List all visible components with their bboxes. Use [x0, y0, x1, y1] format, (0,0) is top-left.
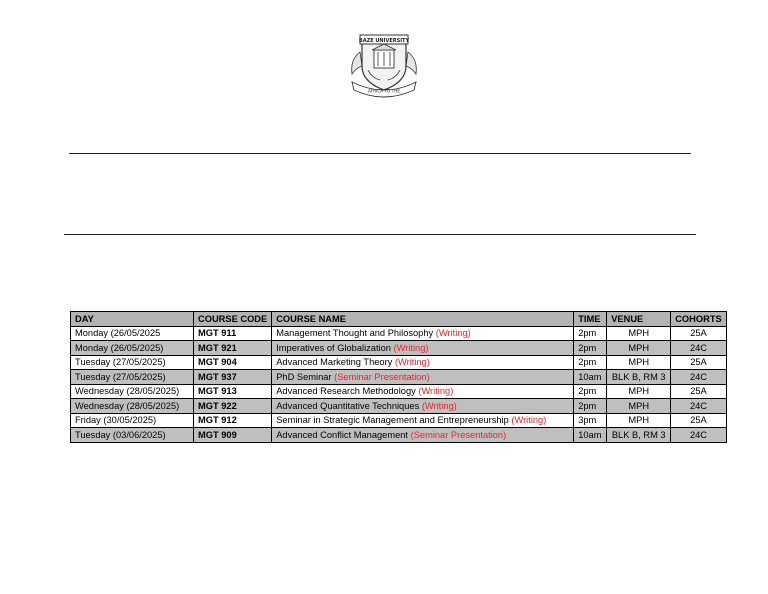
cell-cohort: 24C: [671, 341, 727, 356]
cell-course-name: [272, 399, 574, 414]
course-name-text: Advanced Quantitative Techniques: [276, 400, 420, 411]
cell-time: 2pm: [574, 326, 607, 341]
assessment-type: (Writing): [393, 342, 429, 353]
cell-course-name: [272, 355, 574, 370]
course-name-text: Advanced Conflict Management: [276, 429, 409, 440]
cell-venue: MPH: [607, 384, 671, 399]
cell-time: 2pm: [574, 399, 607, 414]
cell-cohort: 25A: [671, 355, 727, 370]
cell-cohort: 25A: [671, 384, 727, 399]
cell-time: 10am: [574, 370, 607, 385]
table-row: [71, 384, 727, 399]
course-name-text: Seminar in Strategic Management and Entrepreneurship: [276, 415, 509, 426]
course-name-text: Imperatives of Globalization: [276, 342, 391, 353]
signature-line-2: [64, 234, 696, 235]
header-time: TIME: [574, 312, 607, 327]
cell-course-name: [272, 384, 574, 399]
cell-course-name: [272, 413, 574, 428]
cell-day: Tuesday (03/06/2025): [71, 428, 194, 443]
cell-time: 2pm: [574, 341, 607, 356]
cell-time: 3pm: [574, 413, 607, 428]
course-name-text: Advanced Marketing Theory: [276, 357, 393, 368]
cell-cohort: 24C: [671, 428, 727, 443]
cell-day: Tuesday (27/05/2025): [71, 355, 194, 370]
cell-course-name: [272, 341, 574, 356]
cell-day: Tuesday (27/05/2025): [71, 370, 194, 385]
cell-course-code: MGT 922: [194, 399, 272, 414]
course-name-text: Management Thought and Philosophy: [276, 328, 434, 339]
table-row: [71, 413, 727, 428]
header-course-code: COURSE CODE: [194, 312, 272, 327]
cell-course-name: [272, 370, 574, 385]
course-name-text: PhD Seminar: [276, 371, 332, 382]
assessment-type: (Writing): [435, 328, 471, 339]
assessment-type: (Writing): [394, 357, 430, 368]
cell-time: 2pm: [574, 384, 607, 399]
cell-course-name: [272, 326, 574, 341]
assessment-type: (Seminar Presentation): [410, 429, 507, 440]
cell-venue: BLK B, RM 3: [607, 428, 671, 443]
table-row: [71, 399, 727, 414]
cell-day: Wednesday (28/05/2025): [71, 399, 194, 414]
cell-venue: MPH: [607, 341, 671, 356]
cell-course-code: MGT 921: [194, 341, 272, 356]
svg-text:BAZE UNIVERSITY: BAZE UNIVERSITY: [358, 37, 410, 44]
cell-venue: MPH: [607, 326, 671, 341]
cell-venue: BLK B, RM 3: [607, 370, 671, 385]
cell-cohort: 24C: [671, 370, 727, 385]
cell-time: 10am: [574, 428, 607, 443]
cell-venue: MPH: [607, 355, 671, 370]
cell-course-code: MGT 911: [194, 326, 272, 341]
cell-course-code: MGT 913: [194, 384, 272, 399]
header-cohorts: COHORTS: [671, 312, 727, 327]
cell-day: Monday (26/05/2025): [71, 341, 194, 356]
assessment-type: (Writing): [511, 415, 547, 426]
cell-course-code: MGT 904: [194, 355, 272, 370]
exam-timetable: [70, 311, 727, 443]
cell-time: 2pm: [574, 355, 607, 370]
cell-day: Monday (26/05/2025: [71, 326, 194, 341]
table-row: [71, 326, 727, 341]
table-row: [71, 370, 727, 385]
cell-day: Wednesday (28/05/2025): [71, 384, 194, 399]
cell-venue: MPH: [607, 399, 671, 414]
signature-line-1: [69, 153, 691, 154]
svg-text:AFRICA TO THE: AFRICA TO THE: [367, 88, 401, 94]
header-venue: VENUE: [607, 312, 671, 327]
cell-course-code: MGT 912: [194, 413, 272, 428]
cell-course-code: MGT 909: [194, 428, 272, 443]
course-name-text: Advanced Research Methodology: [276, 386, 416, 397]
cell-day: Friday (30/05/2025): [71, 413, 194, 428]
cell-course-code: MGT 937: [194, 370, 272, 385]
table-row: [71, 428, 727, 443]
university-crest-logo: [346, 30, 422, 98]
assessment-type: (Writing): [421, 400, 457, 411]
assessment-type: (Seminar Presentation): [334, 371, 430, 382]
assessment-type: (Writing): [418, 386, 454, 397]
header-course-name: COURSE NAME: [272, 312, 574, 327]
cell-cohort: 25A: [671, 326, 727, 341]
header-day: DAY: [71, 312, 194, 327]
cell-cohort: 24C: [671, 399, 727, 414]
timetable-header-row: [71, 312, 727, 327]
cell-course-name: [272, 428, 574, 443]
cell-cohort: 25A: [671, 413, 727, 428]
table-row: [71, 341, 727, 356]
cell-venue: MPH: [607, 413, 671, 428]
table-row: [71, 355, 727, 370]
